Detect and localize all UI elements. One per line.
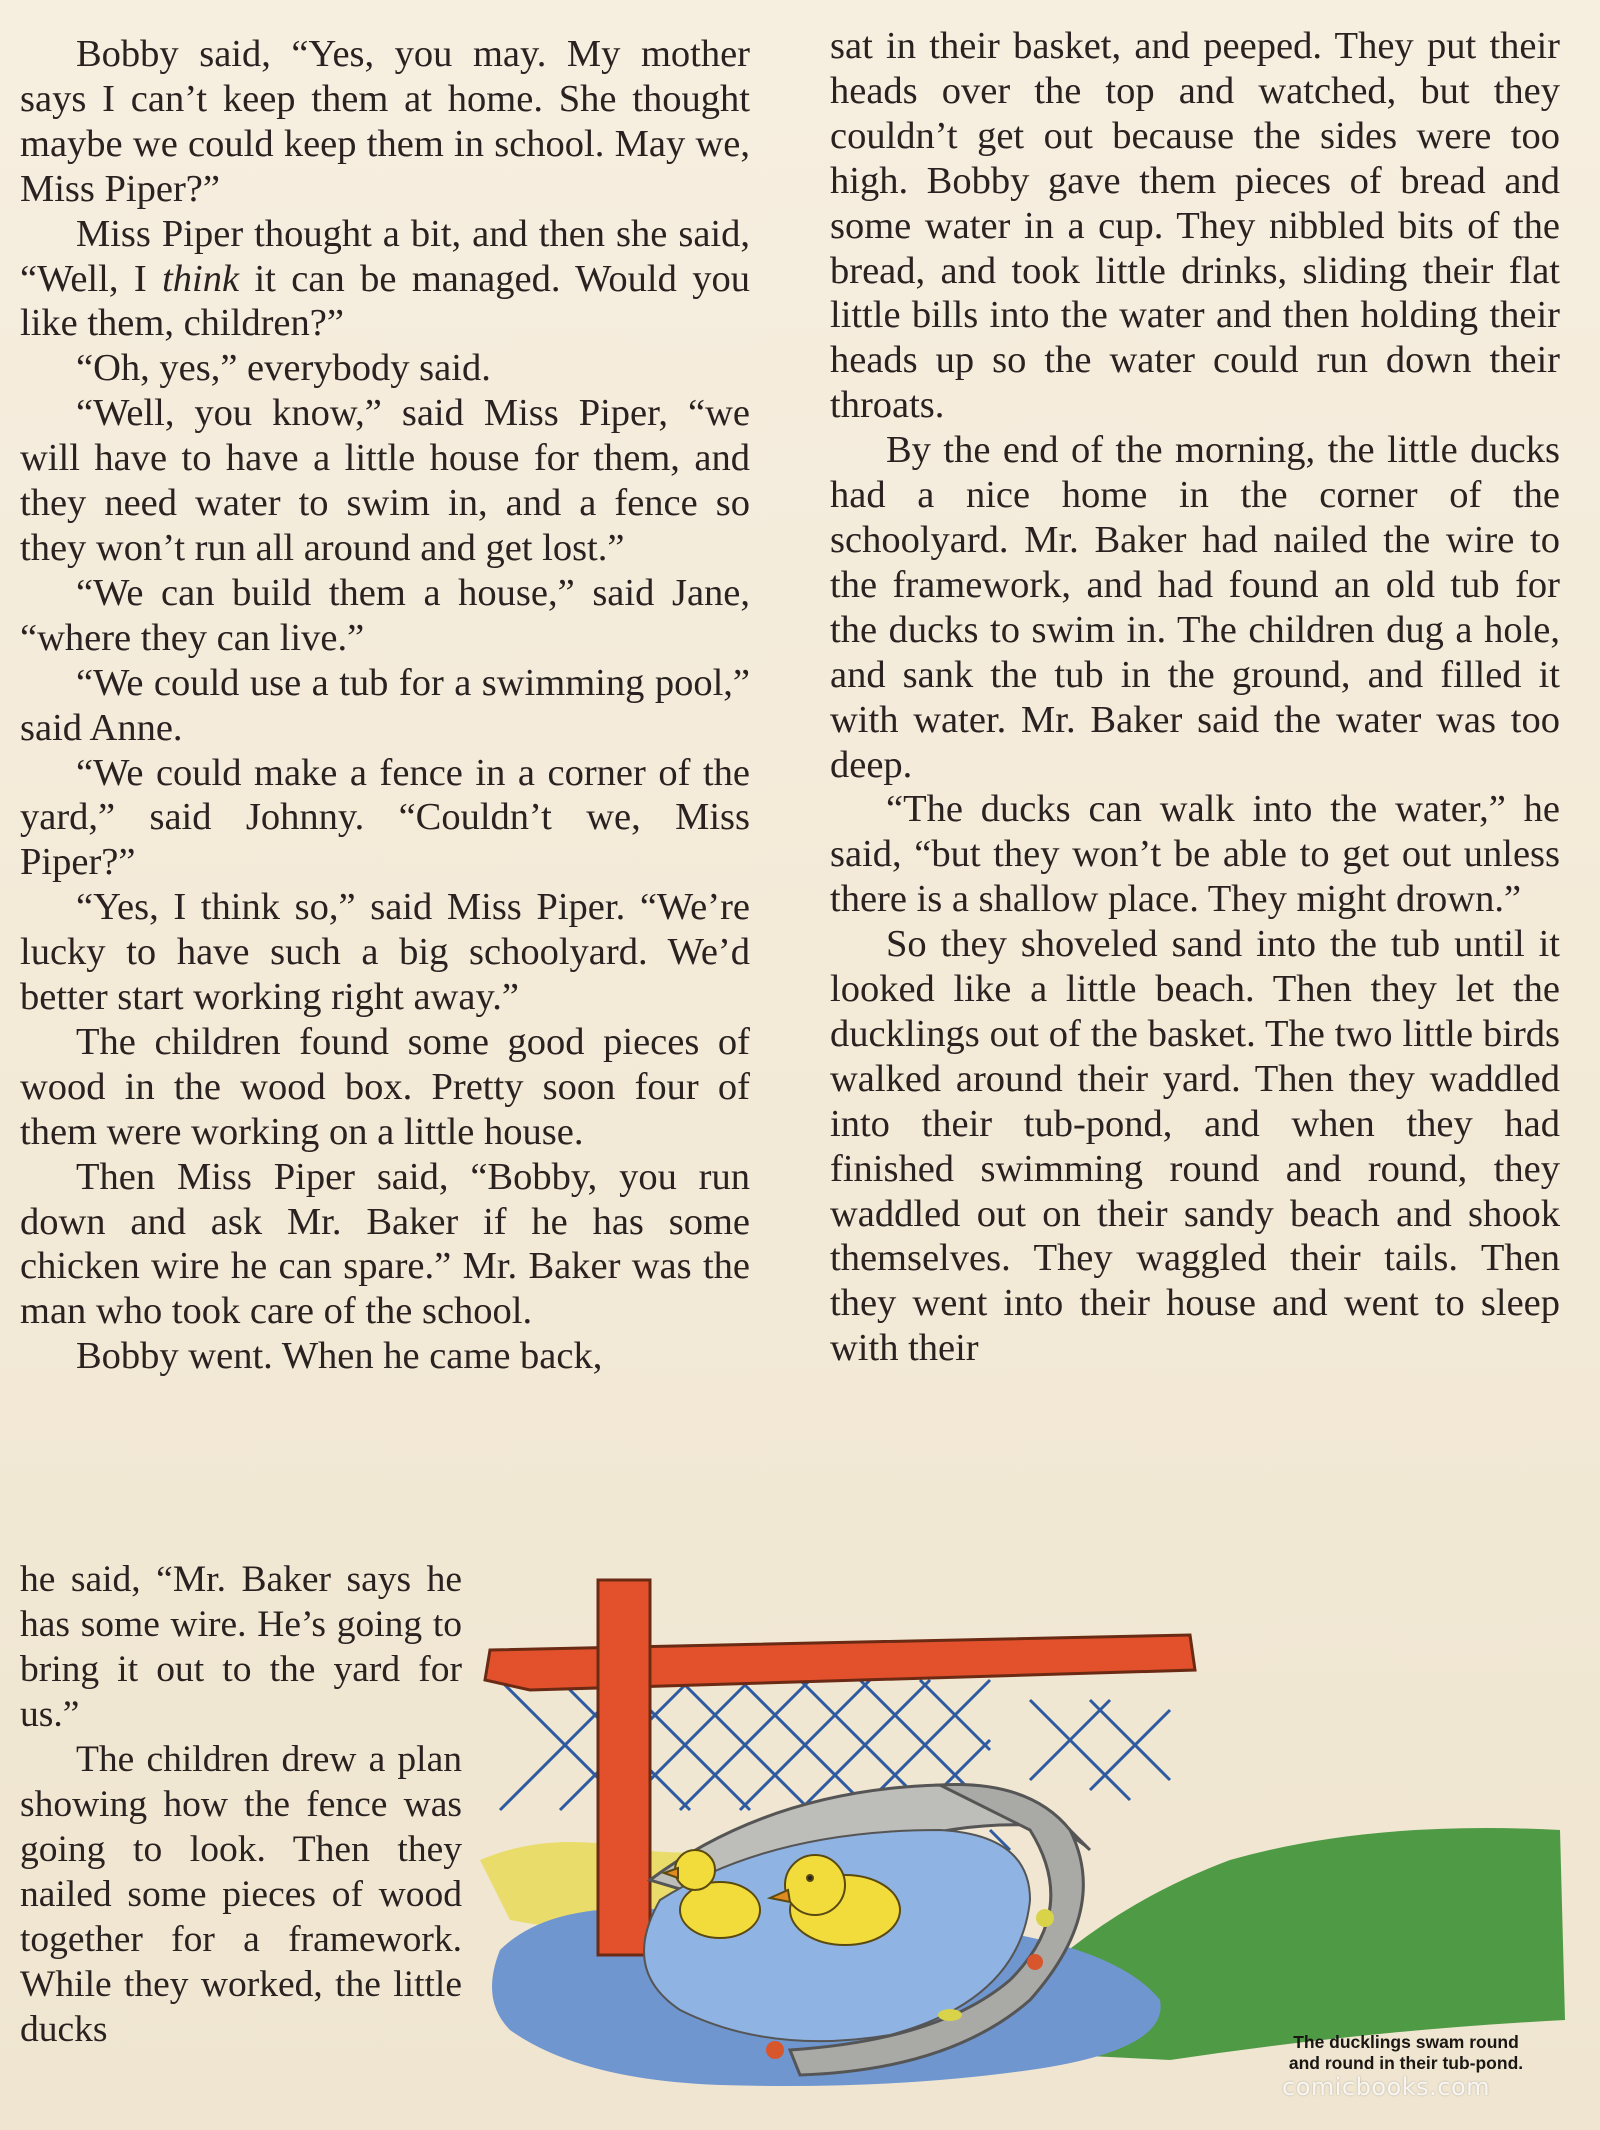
flower xyxy=(1027,1954,1043,1970)
paragraph: Then Miss Piper said, “Bobby, you run down and ask Mr. Baker if he has some chicken wire he can spare.” Mr. Baker was the man who took care of the school. xyxy=(20,1155,750,1333)
paragraph: “Oh, yes,” everybody said. xyxy=(76,347,491,390)
flower xyxy=(1036,1909,1054,1927)
paragraph: So they shoveled sand into the tub until it looked like a little beach. Then they let the ducklings out of the basket. The two little birds walked around their yard. Then they waddled into their tub-pond, and when they had finished swimming round and round, they waddled out on their sandy beach and shook themselves. They waggled their tails. Then they went into their house and went to sleep with their xyxy=(830,923,1560,1370)
paragraph: Miss Piper thought a bit, and then she said, “Well, I think it can be managed. Would you like them, children?” xyxy=(20,212,751,345)
paragraph: By the end of the morning, the little ducks had a nice home in the corner of the schoolyard. Mr. Baker had nailed the wire to the framework, and had found an old tub for the ducks to swim in. The children dug a hole, and sank the tub in the ground, and filled it with water. Mr. Baker said the water was too deep. xyxy=(830,429,1560,786)
caption-line: and round in their tub-pond. xyxy=(1288,2053,1524,2073)
fence-post xyxy=(598,1580,650,1955)
paragraph: “We could use a tub for a swimming pool,” said Anne. xyxy=(20,661,750,749)
paragraph: sat in their basket, and peeped. They put their heads over the top and watched, but they couldn’t get out because the sides were too high. Bobby gave them pieces of bread and some water in a cup. They nibbled bits of the bread, and took little drinks, sliding their flat little bills into the water and then holding their heads up so the water could run down their throats. xyxy=(830,25,1560,427)
paragraph: “Yes, I think so,” said Miss Piper. “We’re lucky to have such a big schoolyard. We’d better start working right away.” xyxy=(20,886,750,1019)
paragraph: he said, “Mr. Baker says he has some wire. He’s going to bring it out to the yard for us.” xyxy=(20,1559,462,1735)
right-text-column xyxy=(830,24,1560,1371)
paragraph: “The ducks can walk into the water,” he said, “but they won’t be able to get out unless there is a shallow place. They might drown.” xyxy=(830,788,1560,921)
paragraph: Bobby said, “Yes, you may. My mother says I can’t keep them at home. She thought maybe we could keep them in school. May we, Miss Piper?” xyxy=(20,33,750,210)
paragraph: Bobby went. When he came back, xyxy=(76,1335,603,1378)
flower xyxy=(938,2009,962,2021)
wrapped-text-column xyxy=(20,1557,462,2052)
paragraph: “We could make a fence in a corner of the yard,” said Johnny. “Couldn’t we, Miss Piper?” xyxy=(20,751,750,884)
paragraph: “We can build them a house,” said Jane, “where they can live.” xyxy=(20,571,750,659)
flower xyxy=(766,2041,784,2059)
paragraph: The children drew a plan showing how the fence was going to look. Then they nailed some pieces of wood together for a framework. While they worked, the little ducks xyxy=(20,1739,462,2050)
left-text-column xyxy=(20,32,750,1379)
illustration-caption xyxy=(1246,2032,1566,2074)
fence-rail xyxy=(485,1635,1195,1690)
caption-line: The ducklings swam round xyxy=(1293,2032,1519,2052)
paragraph: The children found some good pieces of wood in the wood box. Pretty soon four of them were working on a little house. xyxy=(20,1020,750,1153)
paragraph: “Well, you know,” said Miss Piper, “we will have to have a little house for them, and they need water to swim in, and a fence so they won’t run all around and get lost.” xyxy=(20,392,750,569)
watermark: comicbooks.com xyxy=(1282,2073,1491,2101)
